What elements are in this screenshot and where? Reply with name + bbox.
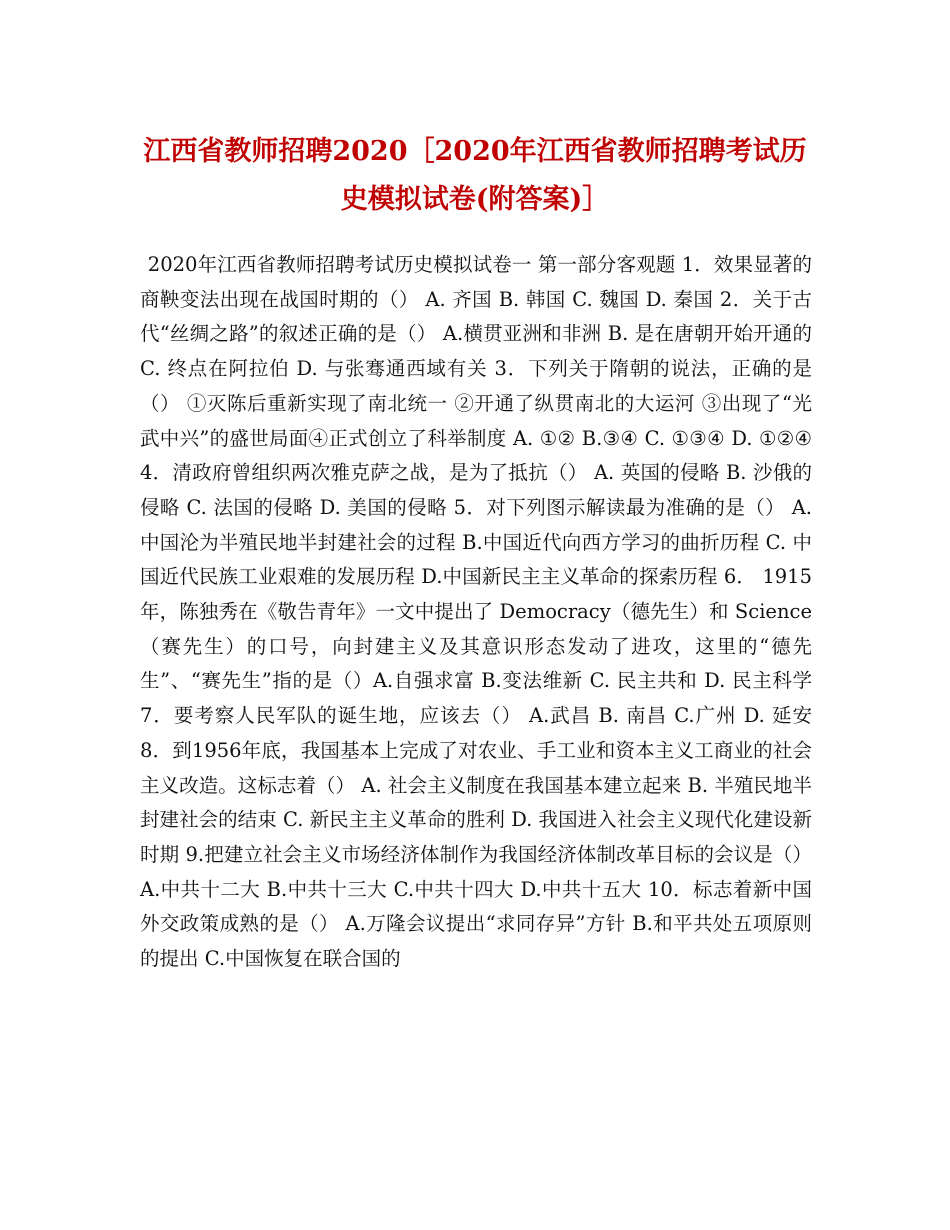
document-title: 江西省教师招聘2020［2020年江西省教师招聘考试历史模拟试卷(附答案)］ — [143, 136, 807, 215]
document-body-text: 2020年江西省教师招聘考试历史模拟试卷一 第一部分客观题 1．效果显著的商鞅变法出现在战国时期的（） A. 齐国 B. 韩国 C. 魏国 D. 秦国 2．关于古代“丝绸之路”的叙述正确的是（） A.横贯亚洲和非洲 B. 是在唐朝开始开通的 C. 终点在阿拉伯 D. 与张骞通西域有关 3．下列关于隋朝的说法，正确的是（） ①灭陈后重新实现了南北统一 ②开通了纵贯南北的大运河 ③出现了“光武中兴”的盛世局面④正式创立了科举制度 A. ①② B.③④ C. ①③④ D. ①②④ 4．清政府曾组织两次雅克萨之战，是为了抵抗（） A. 英国的侵略 B. 沙俄的侵略 C. 法国的侵略 D. 美国的侵略 5．对下列图示解读最为准确的是（） A. 中国沦为半殖民地半封建社会的过程 B.中国近代向西方学习的曲折历程 C. 中国近代民族工业艰难的发展历程 D.中国新民主主义革命的探索历程 6． 1915 年，陈独秀在《敬告青年》一文中提出了 Democracy（德先生）和 Science（赛先生）的口号，向封建主义及其意识形态发动了进攻，这里的“德先生”、“赛先生”指的是（）A.自强求富 B.变法维新 C. 民主共和 D. 民主科学 7．要考察人民军队的诞生地，应该去（） A.武昌 B. 南昌 C.广州 D. 延安 8．到1956年底，我国基本上完成了对农业、手工业和资本主义工商业的社会主义改造。这标志着（） A. 社会主义制度在我国基本建立起来 B. 半殖民地半封建社会的结束 C. 新民主主义革命的胜利 D. 我国进入社会主义现代化建设新时期 9.把建立社会主义市场经济体制作为我国经济体制改革目标的会议是（） A.中共十二大 B.中共十三大 C.中共十四大 D.中共十五大 10．标志着新中国外交政策成熟的是（） A.万隆会议提出“求同存异”方针 B.和平共处五项原则的提出 C.中国恢复在联合国的 — [140, 253, 812, 971]
